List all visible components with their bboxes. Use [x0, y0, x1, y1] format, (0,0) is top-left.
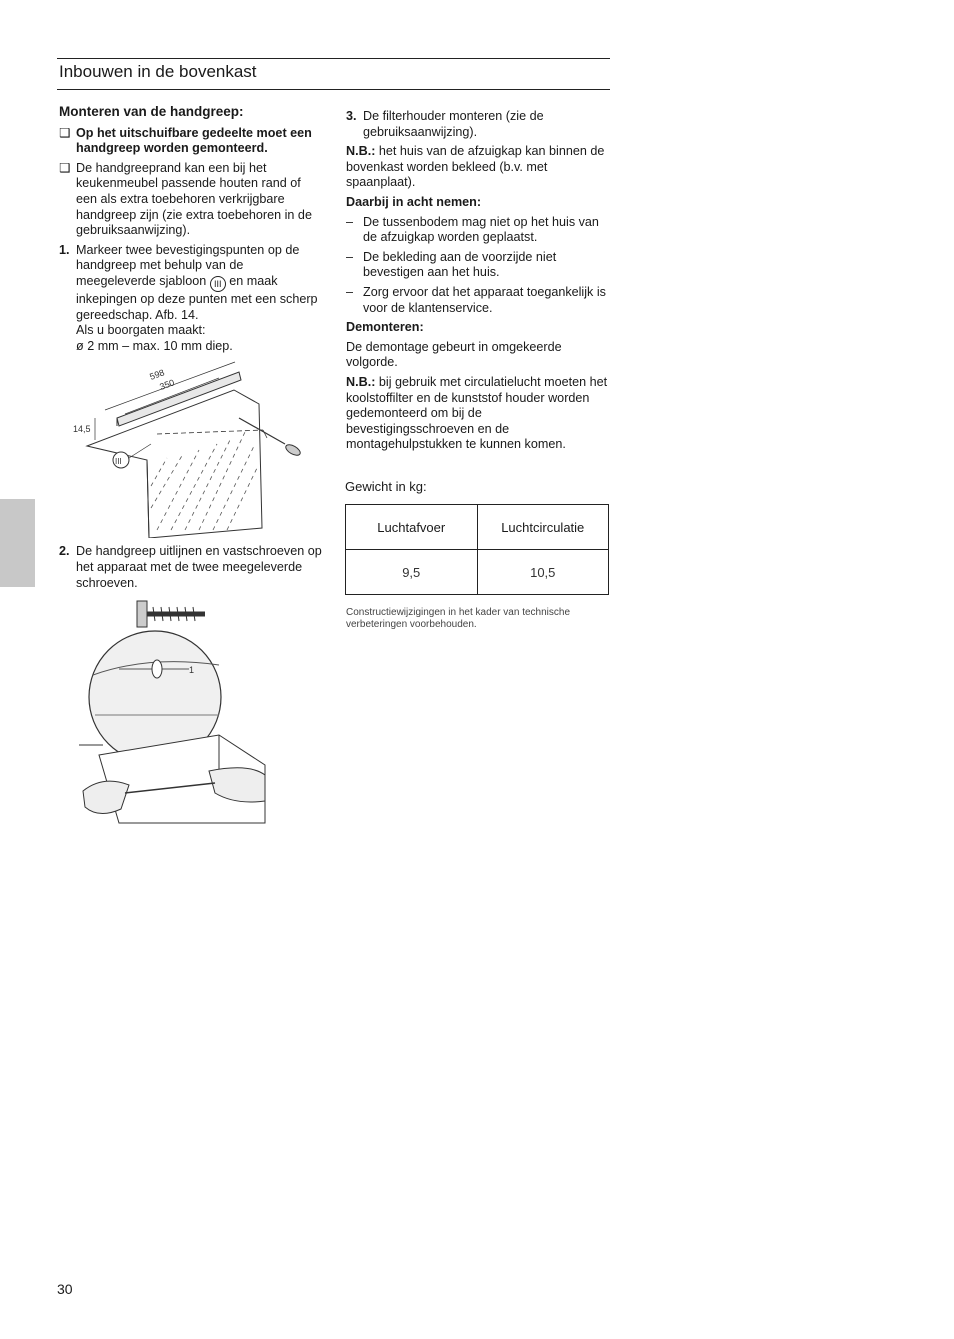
dash-item: – De bekleding aan de voorzijde niet bevestigen aan het huis. — [346, 249, 557, 280]
table-row — [346, 550, 609, 595]
step-number: 3. — [346, 109, 357, 123]
weight-table — [345, 504, 609, 595]
section-heading: Monteren van de handgreep: — [59, 104, 244, 119]
footnote: Constructiewijzigingen in het kader van technische verbeteringen voorbehouden. — [346, 607, 571, 630]
note-paragraph: N.B.: het huis van de afzuigkap kan binnen de bovenkast worden bekleed (b.v. met spaanplaat). — [346, 144, 605, 190]
figure-handle-screwing — [59, 595, 269, 825]
figure-callout: 1 — [189, 665, 195, 676]
section-tab — [0, 499, 35, 587]
demount-text: De demontage gebeurt in omgekeerde volgorde. — [346, 339, 562, 370]
table-cell: 9,5 — [346, 550, 478, 595]
checkbox-icon: ❑ — [59, 160, 71, 175]
demount-heading: Demonteren: — [346, 320, 424, 335]
dash-item: – De tussenbodem mag niet op het huis van de afzuigkap worden geplaatst. — [346, 214, 599, 245]
step-number: 1. — [59, 242, 70, 257]
table-row — [346, 505, 609, 550]
template-symbol-label: III — [115, 457, 122, 467]
template-symbol-icon: III — [210, 276, 226, 292]
bullet-item: ❑ Op het uitschuifbare gedeelte moet een handgreep worden gemonteerd. — [59, 125, 312, 156]
checkbox-icon: ❑ — [59, 125, 71, 140]
bullet-item: ❑ De handgreeprand kan een bij het keukenmeubel passende houten rand of een als extra toebehoren verkrijgbare handgreep zijn (zie extra toebehoren in de gebruiksaanwijzing). — [59, 160, 312, 238]
title-rule — [57, 89, 610, 90]
table-cell: 10,5 — [477, 550, 609, 595]
weight-label: Gewicht in kg: — [345, 478, 427, 494]
step-3: 3. De filterhouder monteren (zie de gebruiksaanwijzing). — [346, 109, 544, 139]
step-number: 2. — [59, 544, 70, 559]
figure-handle-marking — [59, 358, 309, 538]
right-column — [346, 109, 612, 630]
left-column — [59, 104, 325, 831]
step-1: 1. Markeer twee bevestigingspunten op de handgreep met behulp van de meegeleverde sjabloon III en maak inkepingen op deze punten met een scherp gereedschap. Afb. 14. Als u boorgaten maakt: ø 2 mm – max. 10 mm diep. — [59, 242, 318, 353]
dimension-598: 598 — [148, 367, 166, 383]
attention-heading: Daarbij in acht nemen: — [346, 194, 482, 209]
step-2: 2. De handgreep uitlijnen en vastschroeven op het apparaat met de twee meegeleverde schroeven. — [59, 544, 322, 590]
dimension-14-5: 14,5 — [73, 424, 91, 435]
page-title: Inbouwen in de bovenkast — [59, 62, 257, 81]
top-rule — [57, 58, 610, 59]
page-number: 30 — [57, 1281, 73, 1297]
dimension-350: 350 — [158, 377, 176, 393]
table-header-cell: Luchtafvoer — [346, 505, 478, 550]
table-header-cell: Luchtcirculatie — [477, 505, 609, 550]
note-paragraph: N.B.: bij gebruik met circulatielucht moeten het koolstoffilter en de kunststof houder worden gedemonteerd om bij de bevestigingsschroeven en de montagehulpstukken te kunnen komen. — [346, 374, 608, 452]
dash-item: – Zorg ervoor dat het apparaat toegankelijk is voor de klantenservice. — [346, 284, 606, 315]
